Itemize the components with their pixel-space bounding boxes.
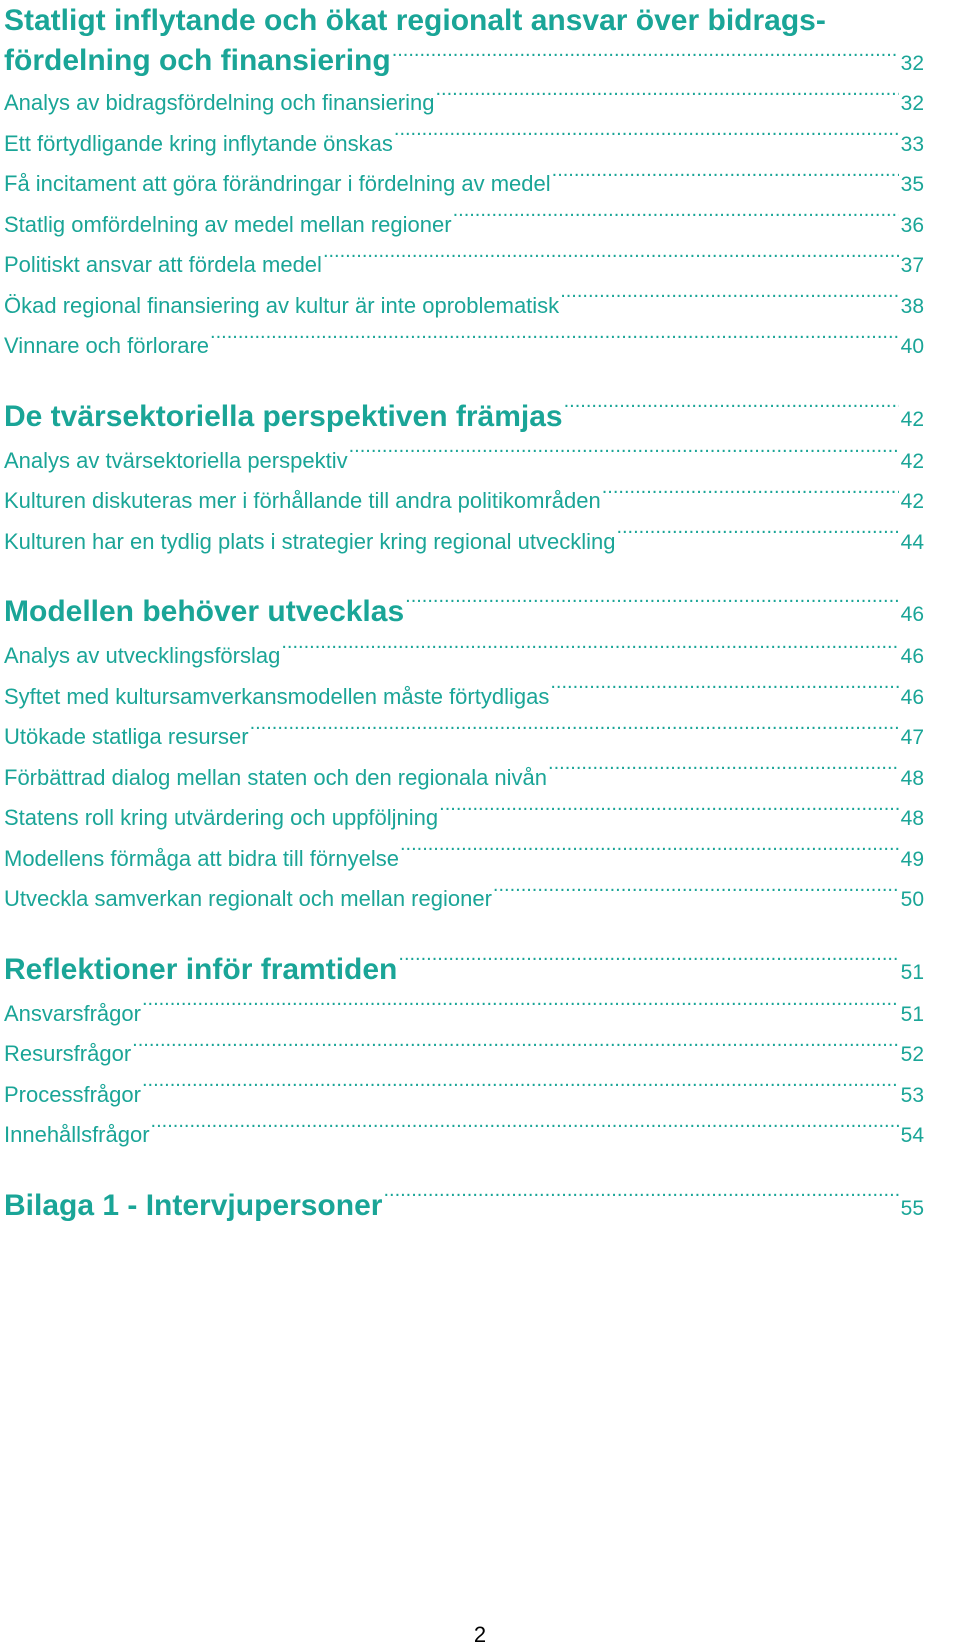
toc-entry-title: Statens roll kring utvärdering och uppföljning	[4, 805, 439, 830]
toc-entry[interactable]	[4, 481, 924, 522]
toc-entry[interactable]	[4, 758, 924, 799]
toc-entry[interactable]	[4, 441, 924, 482]
toc-entry[interactable]	[4, 522, 924, 563]
dot-leader	[616, 527, 898, 549]
toc-page-number: 42	[900, 449, 924, 473]
toc-entry-title: Innehållsfrågor	[4, 1122, 150, 1147]
toc-page-number: 48	[900, 807, 924, 830]
toc-heading-title: De tvärsektoriella perspektiven främjas	[4, 399, 563, 433]
toc-heading-title: Bilaga 1 - Intervjupersoner	[4, 1188, 383, 1222]
dot-leader	[552, 169, 899, 191]
toc-entry-title: Ansvarsfrågor	[4, 1000, 141, 1026]
dot-leader	[435, 88, 898, 110]
toc-entry-title: Syftet med kultursamverkansmodellen måste förtydligas	[4, 683, 550, 709]
toc-entry-title: Utveckla samverkan regionalt och mellan regioner	[4, 886, 492, 911]
dot-leader	[453, 210, 899, 232]
toc-entry-title: Modellens förmåga att bidra till förnyelse	[4, 845, 399, 871]
toc-entry-title: Analys av tvärsektoriella perspektiv	[4, 447, 348, 473]
dot-leader	[383, 1185, 898, 1215]
dot-leader	[349, 446, 899, 468]
toc-entry-title: Processfrågor	[4, 1081, 141, 1107]
toc-page-number: 35	[900, 173, 924, 196]
toc-heading-title: Reflektioner inför framtiden	[4, 952, 398, 986]
toc-entry[interactable]	[4, 286, 924, 327]
toc-entry[interactable]	[4, 124, 924, 165]
section-gap	[4, 367, 924, 393]
dot-leader	[323, 250, 899, 272]
toc-page-number: 55	[900, 1196, 924, 1220]
section-gap	[4, 562, 924, 588]
toc-page-number: 54	[900, 1124, 924, 1147]
toc-entry-title: Politiskt ansvar att fördela medel	[4, 252, 322, 277]
table-of-contents	[4, 0, 924, 1230]
toc-entry[interactable]	[4, 677, 924, 718]
toc-page-number: 46	[900, 685, 924, 709]
dot-leader	[151, 1120, 899, 1142]
dot-leader	[281, 641, 898, 663]
toc-page-number: 40	[900, 335, 924, 358]
toc-page-number: 42	[900, 407, 924, 431]
toc-entry-title: Ett förtydligande kring inflytande önskas	[4, 130, 393, 156]
toc-page-number: 46	[900, 603, 924, 626]
toc-page-number: 32	[900, 92, 924, 115]
toc-page-number: 32	[900, 52, 924, 75]
toc-entry-title: Vinnare och förlorare	[4, 333, 210, 358]
toc-heading-line1: Statligt inflytande och ökat regionalt ansvar över bidrags-	[4, 4, 826, 37]
toc-page-number: 52	[900, 1043, 924, 1066]
section-gap	[4, 920, 924, 946]
toc-page-number: 51	[900, 1002, 924, 1026]
toc-page-number: 48	[900, 766, 924, 790]
page-number: 2	[473, 1622, 487, 1647]
toc-entry-title: Analys av utvecklingsförslag	[4, 643, 281, 668]
toc-entry-title: Kulturen diskuteras mer i förhållande till andra politikområden	[4, 488, 601, 513]
toc-entry[interactable]	[4, 245, 924, 286]
toc-entry-title: Statlig omfördelning av medel mellan regioner	[4, 211, 452, 237]
toc-page-number: 49	[900, 847, 924, 871]
toc-heading[interactable]	[4, 946, 924, 994]
toc-entry[interactable]	[4, 164, 924, 205]
dot-leader	[392, 40, 899, 70]
toc-page-number: 46	[900, 645, 924, 668]
dot-leader	[142, 999, 899, 1021]
toc-entry[interactable]	[4, 798, 924, 839]
toc-heading[interactable]	[4, 588, 924, 636]
toc-entry-title: Ökad regional finansiering av kultur är inte oproblematisk	[4, 292, 560, 318]
dot-leader	[210, 331, 899, 353]
toc-page-number: 42	[900, 490, 924, 513]
dot-leader	[548, 763, 899, 785]
toc-entry[interactable]	[4, 1034, 924, 1075]
dot-leader	[394, 129, 899, 151]
toc-entry-title: Förbättrad dialog mellan staten och den regionala nivån	[4, 764, 548, 790]
toc-page-number: 33	[900, 132, 924, 156]
toc-entry-title: Utökade statliga resurser	[4, 724, 249, 749]
toc-entry[interactable]	[4, 83, 924, 124]
toc-heading[interactable]	[4, 0, 924, 83]
toc-entry-title: Resursfrågor	[4, 1041, 132, 1066]
toc-entry[interactable]	[4, 994, 924, 1035]
section-gap	[4, 1156, 924, 1182]
toc-page-number: 44	[900, 530, 924, 554]
dot-leader	[405, 591, 899, 621]
toc-heading[interactable]	[4, 1182, 924, 1230]
dot-leader	[550, 682, 898, 704]
toc-heading-line2: fördelning och finansiering	[4, 44, 391, 77]
dot-leader	[560, 291, 898, 313]
toc-page-number: 37	[900, 254, 924, 277]
toc-page-number: 51	[900, 960, 924, 984]
toc-entry[interactable]	[4, 205, 924, 246]
toc-page-number: 38	[900, 294, 924, 318]
dot-leader	[493, 884, 899, 906]
dot-leader	[250, 722, 899, 744]
dot-leader	[398, 949, 898, 979]
toc-entry[interactable]	[4, 1075, 924, 1116]
toc-heading[interactable]	[4, 393, 924, 441]
toc-page-number: 36	[900, 213, 924, 237]
toc-entry[interactable]	[4, 717, 924, 758]
toc-entry[interactable]	[4, 636, 924, 677]
dot-leader	[564, 396, 899, 426]
toc-page-number: 53	[900, 1083, 924, 1107]
toc-heading-title: Modellen behöver utvecklas	[4, 595, 405, 628]
toc-entry[interactable]	[4, 326, 924, 367]
toc-page-number: 47	[900, 726, 924, 749]
dot-leader	[142, 1080, 899, 1102]
toc-entry[interactable]	[4, 879, 924, 920]
toc-entry[interactable]	[4, 1115, 924, 1156]
toc-entry[interactable]	[4, 839, 924, 880]
toc-entry-title: Kulturen har en tydlig plats i strategier kring regional utveckling	[4, 528, 616, 554]
dot-leader	[439, 803, 898, 825]
toc-page-number: 50	[900, 888, 924, 911]
dot-leader	[602, 486, 899, 508]
toc-entry-title: Få incitament att göra förändringar i fördelning av medel	[4, 171, 551, 196]
dot-leader	[400, 844, 899, 866]
toc-entry-title: Analys av bidragsfördelning och finansiering	[4, 90, 435, 115]
dot-leader	[132, 1039, 898, 1061]
